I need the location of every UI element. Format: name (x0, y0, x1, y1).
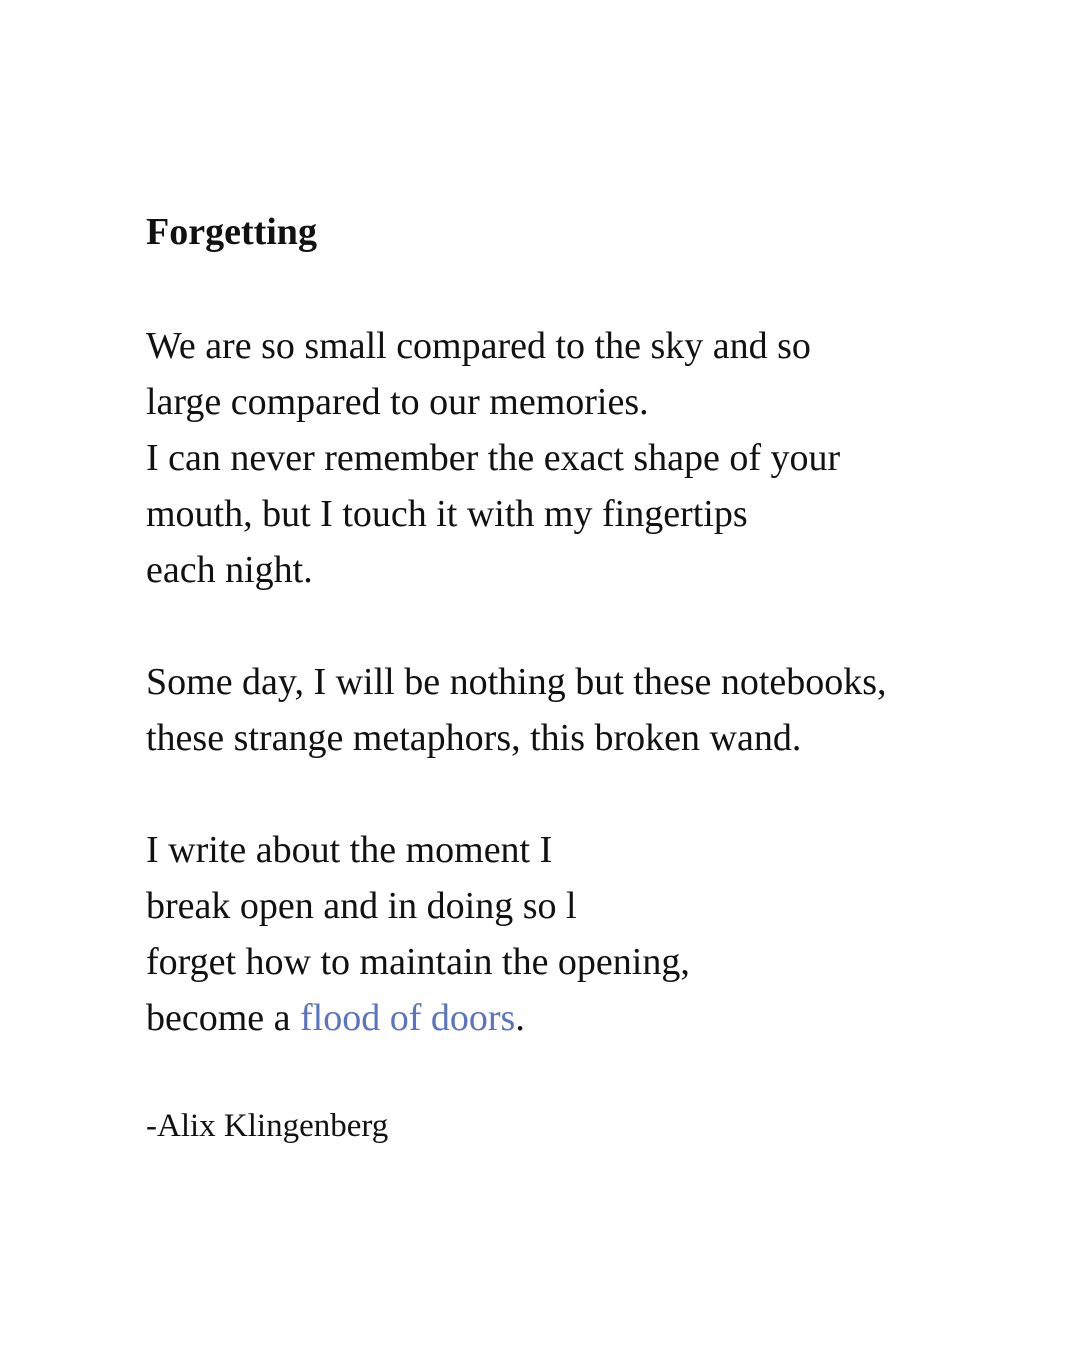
poem-line: We are so small compared to the sky and so (146, 325, 811, 367)
poem-line: each night. (146, 549, 313, 591)
poem-line: large compared to our memories. (146, 381, 649, 423)
last-line-suffix: . (515, 997, 525, 1039)
poem-title: Forgetting (146, 211, 317, 253)
stanza-3 (146, 822, 1046, 1046)
poem-line: forget how to maintain the opening, (146, 941, 690, 983)
highlighted-phrase: flood of doors (300, 997, 516, 1039)
poem (146, 206, 1046, 1150)
poem-line: I write about the moment I (146, 829, 553, 871)
poem-line: I can never remember the exact shape of your (146, 437, 841, 479)
author-signature: -Alix Klingenberg (146, 1108, 389, 1144)
poem-line: Some day, I will be nothing but these notebooks, (146, 661, 887, 703)
stanza-1 (146, 318, 1046, 598)
poem-last-line (146, 990, 1046, 1046)
poem-line: these strange metaphors, this broken wand. (146, 717, 802, 759)
stanza-2 (146, 654, 1046, 766)
poem-line: break open and in doing so l (146, 885, 577, 927)
last-line-prefix: become a (146, 997, 301, 1039)
poem-line: mouth, but I touch it with my fingertips (146, 493, 748, 535)
